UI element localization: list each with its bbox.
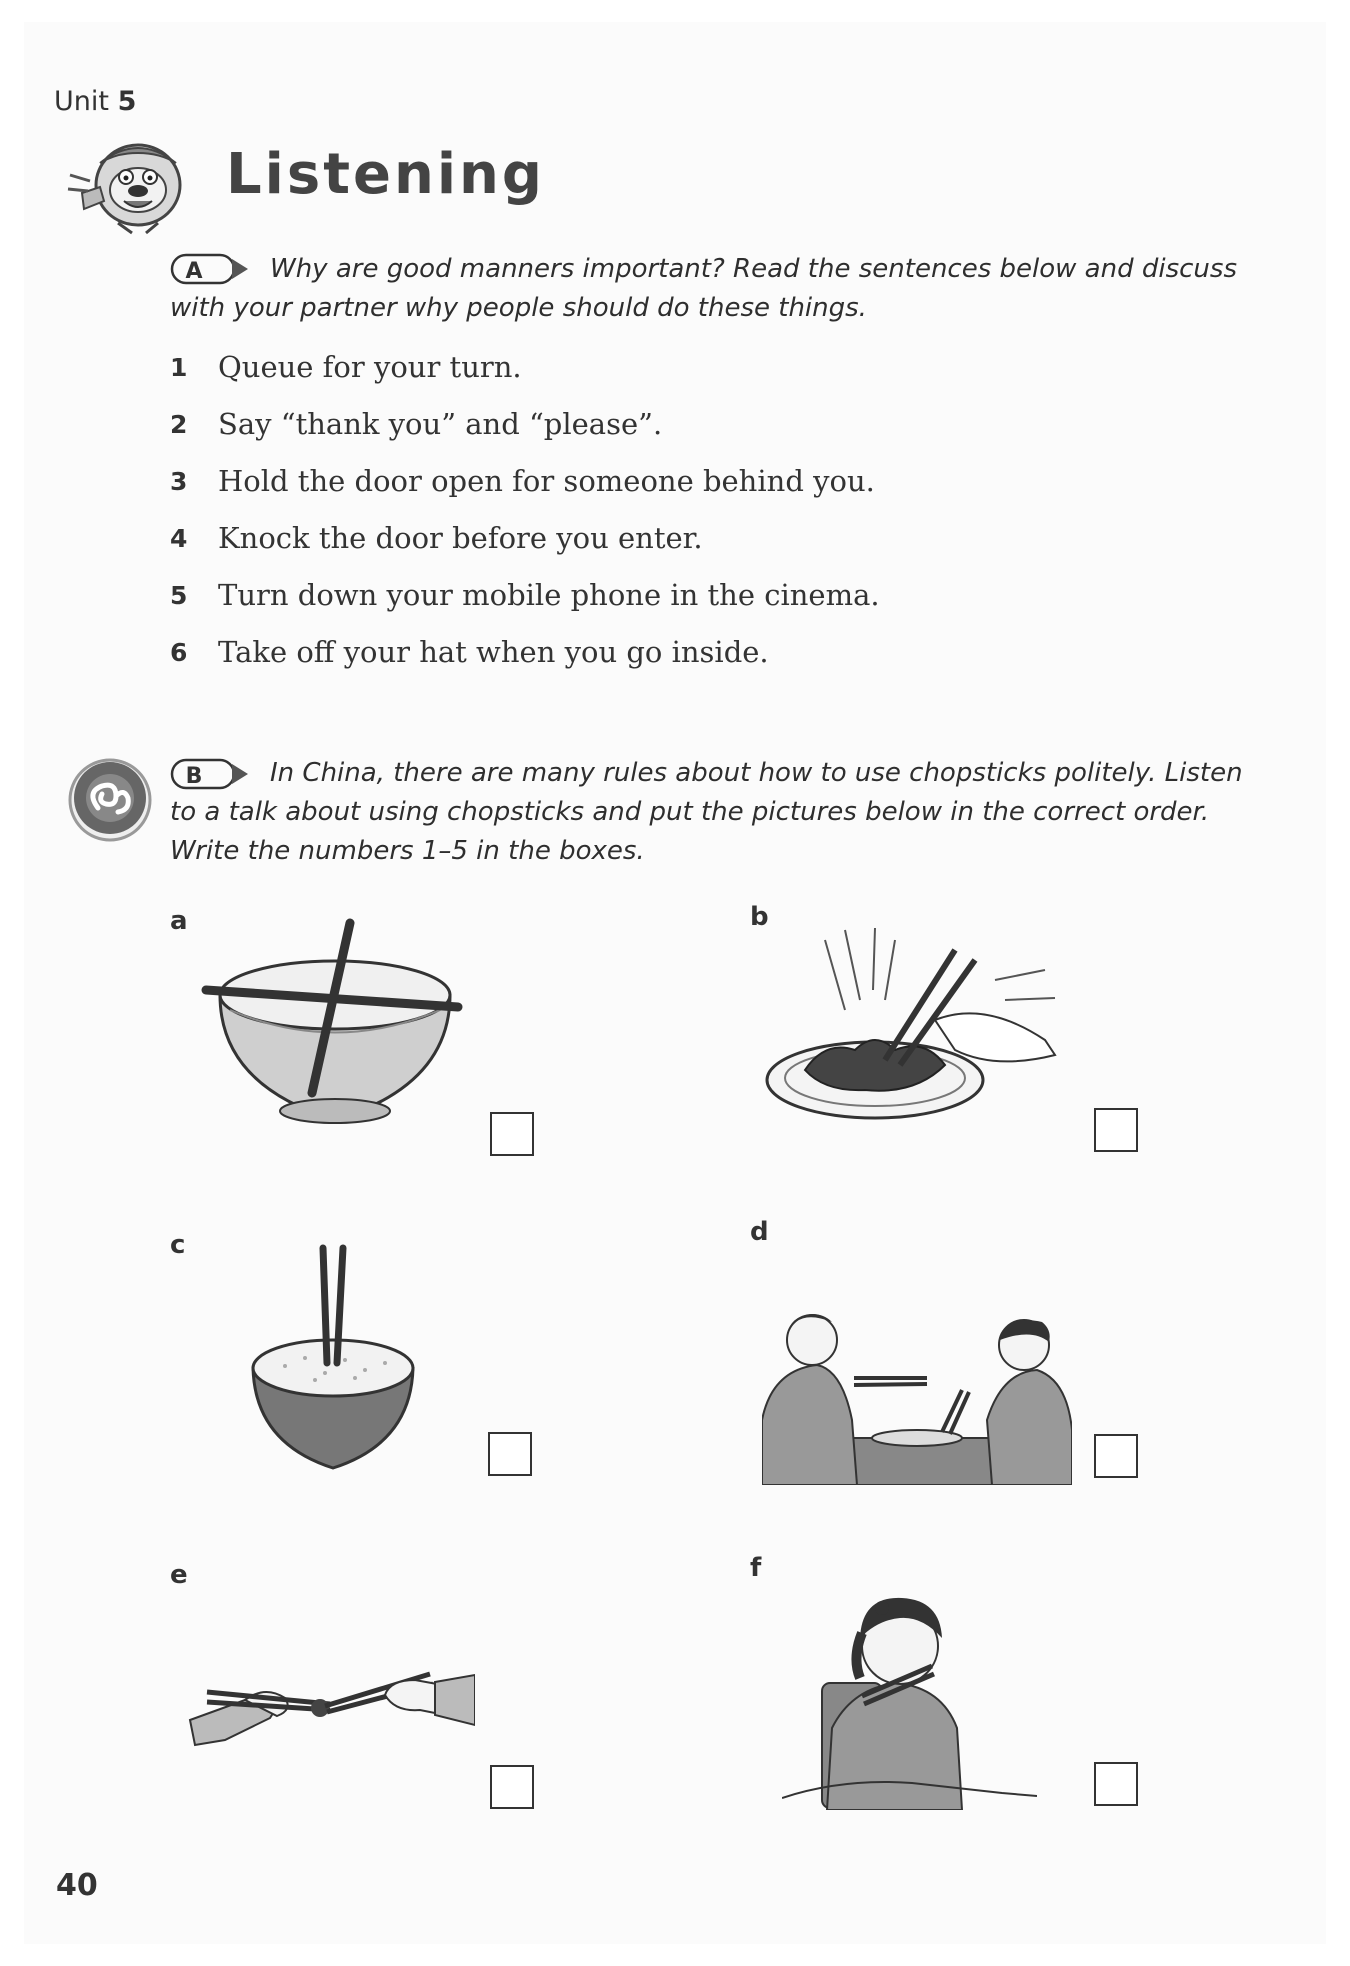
list-item xyxy=(170,350,880,407)
item-text: Take off your hat when you go inside. xyxy=(218,635,769,669)
answer-box-c[interactable] xyxy=(488,1432,532,1476)
part-a-instruction: Why are good manners important? Read the sentences below and discuss with your partner why people should do these things. xyxy=(170,254,1238,323)
picture-label-f: f xyxy=(750,1553,762,1583)
chopsticks-digging-in-plate-image xyxy=(765,920,1065,1130)
item-number: 2 xyxy=(170,410,188,439)
unit-label: Unit xyxy=(54,86,109,117)
item-number: 4 xyxy=(170,524,188,553)
answer-box-b[interactable] xyxy=(1094,1108,1138,1152)
chopsticks-standing-in-rice-image xyxy=(245,1238,420,1473)
item-text: Hold the door open for someone behind you. xyxy=(218,464,875,498)
page-title: Listening xyxy=(226,142,545,207)
picture-label-c: c xyxy=(170,1230,186,1260)
item-number: 5 xyxy=(170,581,188,610)
passing-food-chopsticks-image xyxy=(185,1640,475,1750)
item-text: Queue for your turn. xyxy=(218,350,522,384)
unit-number: 5 xyxy=(117,86,137,117)
item-text: Knock the door before you enter. xyxy=(218,521,703,555)
picture-label-b: b xyxy=(750,902,769,932)
answer-box-e[interactable] xyxy=(490,1765,534,1809)
audio-cd-icon xyxy=(64,752,160,848)
list-item xyxy=(170,635,880,692)
answer-box-d[interactable] xyxy=(1094,1434,1138,1478)
part-b-instruction: In China, there are many rules about how to use chopsticks politely. Listen to a talk about using chopsticks and put the pictures below in the correct order. Write the numbers 1–5 in the boxes. xyxy=(170,758,1243,866)
item-text: Say “thank you” and “please”. xyxy=(218,407,663,441)
list-item xyxy=(170,521,880,578)
answer-box-f[interactable] xyxy=(1094,1762,1138,1806)
picture-label-a: a xyxy=(170,906,188,936)
part-a-badge-letter: A xyxy=(185,259,203,284)
list-item xyxy=(170,407,880,464)
item-number: 1 xyxy=(170,353,188,382)
bowl-with-crossed-chopsticks-image xyxy=(200,915,470,1130)
picture-label-e: e xyxy=(170,1560,188,1590)
item-number: 6 xyxy=(170,638,188,667)
listening-mascot-icon xyxy=(60,135,200,235)
two-boys-eating-image xyxy=(762,1310,1072,1485)
girl-biting-chopsticks-image xyxy=(782,1578,1037,1810)
item-number: 3 xyxy=(170,467,188,496)
part-b-badge-letter: B xyxy=(185,764,203,789)
picture-label-d: d xyxy=(750,1217,769,1247)
unit-heading xyxy=(54,86,136,117)
item-text: Turn down your mobile phone in the cinema. xyxy=(218,578,880,612)
answer-box-a[interactable] xyxy=(490,1112,534,1156)
list-item xyxy=(170,578,880,635)
list-item xyxy=(170,464,880,521)
manners-list xyxy=(170,350,880,692)
page-number: 40 xyxy=(56,1868,98,1903)
